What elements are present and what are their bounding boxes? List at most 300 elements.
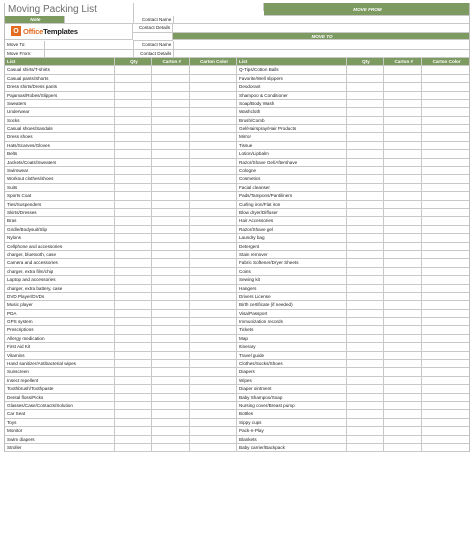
right-carton-color-cell[interactable] — [422, 192, 469, 200]
right-carton-color-cell[interactable] — [422, 276, 469, 284]
left-carton-color-cell[interactable] — [190, 167, 237, 175]
left-qty-cell[interactable] — [115, 436, 153, 444]
left-carton-color-cell[interactable] — [190, 150, 237, 158]
left-carton-color-cell[interactable] — [190, 427, 237, 435]
right-carton-no-cell[interactable] — [384, 234, 422, 242]
right-carton-no-cell[interactable] — [384, 402, 422, 410]
left-carton-color-cell[interactable] — [190, 310, 237, 318]
right-carton-no-cell[interactable] — [384, 326, 422, 334]
right-qty-cell[interactable] — [347, 427, 385, 435]
left-carton-color-cell[interactable] — [190, 326, 237, 334]
right-carton-no-cell[interactable] — [384, 268, 422, 276]
right-carton-color-cell[interactable] — [422, 444, 469, 452]
left-qty-cell[interactable] — [115, 394, 153, 402]
right-qty-cell[interactable] — [347, 410, 385, 418]
left-qty-cell[interactable] — [115, 335, 153, 343]
right-carton-color-cell[interactable] — [422, 427, 469, 435]
left-qty-cell[interactable] — [115, 209, 153, 217]
left-qty-cell[interactable] — [115, 175, 153, 183]
right-carton-no-cell[interactable] — [384, 293, 422, 301]
left-qty-cell[interactable] — [115, 402, 153, 410]
right-carton-no-cell[interactable] — [384, 66, 422, 74]
right-qty-cell[interactable] — [347, 310, 385, 318]
right-carton-no-cell[interactable] — [384, 444, 422, 452]
right-qty-cell[interactable] — [347, 293, 385, 301]
right-qty-cell[interactable] — [347, 75, 385, 83]
right-carton-no-cell[interactable] — [384, 108, 422, 116]
left-carton-color-cell[interactable] — [190, 352, 237, 360]
right-carton-color-cell[interactable] — [422, 335, 469, 343]
left-list-header: List — [5, 58, 115, 66]
left-qty-cell[interactable] — [115, 192, 153, 200]
right-carton-color-cell[interactable] — [422, 125, 469, 133]
left-carton-color-cell[interactable] — [190, 108, 237, 116]
right-carton-no-cell[interactable] — [384, 217, 422, 225]
right-carton-no-cell[interactable] — [384, 100, 422, 108]
left-qty-cell[interactable] — [115, 108, 153, 116]
right-carton-no-cell[interactable] — [384, 368, 422, 376]
right-qty-cell[interactable] — [347, 100, 385, 108]
left-carton-color-cell[interactable] — [190, 436, 237, 444]
left-carton-no-cell[interactable] — [152, 159, 190, 167]
from-contact-details-field[interactable] — [173, 24, 469, 32]
left-carton-color-cell[interactable] — [190, 343, 237, 351]
left-carton-color-cell[interactable] — [190, 360, 237, 368]
right-carton-color-cell[interactable] — [422, 301, 469, 309]
right-carton-color-cell[interactable] — [422, 285, 469, 293]
left-qty-cell[interactable] — [115, 125, 153, 133]
left-carton-color-cell[interactable] — [190, 276, 237, 284]
right-carton-color-cell[interactable] — [422, 259, 469, 267]
right-qty-cell[interactable] — [347, 108, 385, 116]
right-qty-cell[interactable] — [347, 217, 385, 225]
right-carton-no-cell[interactable] — [384, 251, 422, 259]
right-carton-color-cell[interactable] — [422, 133, 469, 141]
left-carton-color-cell[interactable] — [190, 385, 237, 393]
left-item-label: Car Seat — [5, 410, 115, 418]
left-carton-color-cell[interactable] — [190, 335, 237, 343]
left-carton-no-cell[interactable] — [152, 326, 190, 334]
left-qty-cell[interactable] — [115, 234, 153, 242]
right-qty-cell[interactable] — [347, 167, 385, 175]
right-carton-color-cell[interactable] — [422, 234, 469, 242]
left-carton-no-cell[interactable] — [152, 394, 190, 402]
left-carton-color-cell[interactable] — [190, 234, 237, 242]
left-carton-color-cell[interactable] — [190, 301, 237, 309]
left-qty-cell[interactable] — [115, 310, 153, 318]
right-carton-color-cell[interactable] — [422, 117, 469, 125]
left-carton-no-cell[interactable] — [152, 234, 190, 242]
right-qty-cell[interactable] — [347, 92, 385, 100]
left-carton-no-cell[interactable] — [152, 385, 190, 393]
left-qty-cell[interactable] — [115, 276, 153, 284]
right-carton-color-cell[interactable] — [422, 243, 469, 251]
left-carton-no-cell[interactable] — [152, 117, 190, 125]
right-carton-color-cell[interactable] — [422, 226, 469, 234]
left-carton-color-cell[interactable] — [190, 419, 237, 427]
left-qty-cell[interactable] — [115, 243, 153, 251]
right-qty-cell[interactable] — [347, 318, 385, 326]
right-carton-color-cell[interactable] — [422, 175, 469, 183]
right-carton-no-cell[interactable] — [384, 335, 422, 343]
right-carton-color-cell[interactable] — [422, 410, 469, 418]
left-qty-cell[interactable] — [115, 385, 153, 393]
left-qty-cell[interactable] — [115, 66, 153, 74]
left-carton-no-cell[interactable] — [152, 360, 190, 368]
left-carton-no-cell[interactable] — [152, 175, 190, 183]
left-carton-color-cell[interactable] — [190, 125, 237, 133]
left-carton-color-cell[interactable] — [190, 209, 237, 217]
right-qty-cell[interactable] — [347, 192, 385, 200]
right-carton-color-cell[interactable] — [422, 108, 469, 116]
left-carton-no-cell[interactable] — [152, 108, 190, 116]
left-carton-color-cell[interactable] — [190, 201, 237, 209]
left-item-label: Skirts/Dresses — [5, 209, 115, 217]
right-qty-cell[interactable] — [347, 184, 385, 192]
table-row — [4, 268, 470, 276]
left-carton-color-cell[interactable] — [190, 83, 237, 91]
right-carton-color-cell[interactable] — [422, 293, 469, 301]
right-qty-cell[interactable] — [347, 251, 385, 259]
right-carton-no-cell[interactable] — [384, 117, 422, 125]
left-carton-no-cell[interactable] — [152, 167, 190, 175]
table-row — [4, 251, 470, 259]
left-item-label: GPS system — [5, 318, 115, 326]
left-carton-no-cell[interactable] — [152, 427, 190, 435]
left-carton-color-cell[interactable] — [190, 92, 237, 100]
left-qty-cell[interactable] — [115, 217, 153, 225]
left-carton-no-cell[interactable] — [152, 377, 190, 385]
left-carton-no-cell[interactable] — [152, 402, 190, 410]
left-carton-no-cell[interactable] — [152, 410, 190, 418]
right-carton-no-cell[interactable] — [384, 377, 422, 385]
left-item-label: Camera and accessories — [5, 259, 115, 267]
left-carton-no-cell[interactable] — [152, 92, 190, 100]
left-qty-cell[interactable] — [115, 419, 153, 427]
left-qty-cell[interactable] — [115, 117, 153, 125]
right-carton-no-cell[interactable] — [384, 343, 422, 351]
left-qty-cell[interactable] — [115, 326, 153, 334]
left-carton-color-cell[interactable] — [190, 100, 237, 108]
left-carton-color-cell[interactable] — [190, 318, 237, 326]
left-carton-no-cell[interactable] — [152, 75, 190, 83]
right-carton-color-cell[interactable] — [422, 360, 469, 368]
left-qty-cell[interactable] — [115, 293, 153, 301]
left-qty-cell[interactable] — [115, 410, 153, 418]
right-carton-color-cell[interactable] — [422, 385, 469, 393]
right-carton-no-cell[interactable] — [384, 133, 422, 141]
right-carton-no-cell[interactable] — [384, 436, 422, 444]
right-carton-no-cell[interactable] — [384, 310, 422, 318]
from-contact-name-field[interactable] — [174, 16, 469, 24]
right-qty-cell[interactable] — [347, 226, 385, 234]
right-carton-color-cell[interactable] — [422, 352, 469, 360]
right-qty-cell[interactable] — [347, 377, 385, 385]
left-carton-color-cell[interactable] — [190, 142, 237, 150]
left-qty-cell[interactable] — [115, 301, 153, 309]
right-qty-cell[interactable] — [347, 83, 385, 91]
right-qty-cell[interactable] — [347, 142, 385, 150]
left-item-label: Jackets/Coats/Sweaters — [5, 159, 115, 167]
left-qty-cell[interactable] — [115, 226, 153, 234]
left-carton-color-cell[interactable] — [190, 226, 237, 234]
right-carton-no-cell[interactable] — [384, 159, 422, 167]
left-carton-no-cell[interactable] — [152, 276, 190, 284]
right-carton-color-cell[interactable] — [422, 66, 469, 74]
left-qty-cell[interactable] — [115, 100, 153, 108]
right-carton-color-cell[interactable] — [422, 318, 469, 326]
left-qty-cell[interactable] — [115, 343, 153, 351]
left-carton-color-cell[interactable] — [190, 293, 237, 301]
right-carton-color-cell[interactable] — [422, 159, 469, 167]
right-carton-color-cell[interactable] — [422, 142, 469, 150]
left-carton-no-cell[interactable] — [152, 100, 190, 108]
right-qty-cell[interactable] — [347, 117, 385, 125]
right-carton-color-cell[interactable] — [422, 100, 469, 108]
left-carton-color-cell[interactable] — [190, 117, 237, 125]
right-qty-cell[interactable] — [347, 419, 385, 427]
right-qty-cell[interactable] — [347, 301, 385, 309]
left-carton-no-cell[interactable] — [152, 268, 190, 276]
left-carton-color-cell[interactable] — [190, 377, 237, 385]
right-qty-cell[interactable] — [347, 268, 385, 276]
left-carton-color-cell[interactable] — [190, 192, 237, 200]
right-carton-no-cell[interactable] — [384, 243, 422, 251]
right-carton-color-cell[interactable] — [422, 436, 469, 444]
right-carton-color-cell[interactable] — [422, 209, 469, 217]
logo-suffix: Templates — [43, 26, 78, 36]
right-carton-color-cell[interactable] — [422, 326, 469, 334]
left-carton-no-cell[interactable] — [152, 293, 190, 301]
left-carton-no-cell[interactable] — [152, 66, 190, 74]
right-carton-no-cell[interactable] — [384, 352, 422, 360]
left-carton-no-cell[interactable] — [152, 436, 190, 444]
left-qty-cell[interactable] — [115, 133, 153, 141]
right-qty-cell[interactable] — [347, 335, 385, 343]
right-carton-color-cell[interactable] — [422, 75, 469, 83]
table-row — [4, 142, 470, 150]
left-qty-cell[interactable] — [115, 352, 153, 360]
left-carton-color-cell[interactable] — [190, 243, 237, 251]
left-qty-cell[interactable] — [115, 167, 153, 175]
right-carton-no-cell[interactable] — [384, 83, 422, 91]
right-qty-cell[interactable] — [347, 259, 385, 267]
right-carton-no-cell[interactable] — [384, 276, 422, 284]
right-qty-cell[interactable] — [347, 125, 385, 133]
left-qty-cell[interactable] — [115, 75, 153, 83]
right-carton-color-cell[interactable] — [422, 92, 469, 100]
right-carton-color-cell[interactable] — [422, 217, 469, 225]
left-carton-color-cell[interactable] — [190, 66, 237, 74]
move-from-field[interactable] — [45, 50, 135, 58]
right-carton-no-cell[interactable] — [384, 175, 422, 183]
right-carton-no-cell[interactable] — [384, 419, 422, 427]
right-carton-no-cell[interactable] — [384, 385, 422, 393]
right-carton-color-cell[interactable] — [422, 310, 469, 318]
left-qty-cell[interactable] — [115, 368, 153, 376]
right-carton-no-cell[interactable] — [384, 184, 422, 192]
left-carton-color-cell[interactable] — [190, 184, 237, 192]
right-carton-color-cell[interactable] — [422, 368, 469, 376]
left-carton-color-cell[interactable] — [190, 402, 237, 410]
right-qty-cell[interactable] — [347, 150, 385, 158]
left-qty-cell[interactable] — [115, 184, 153, 192]
left-carton-no-cell[interactable] — [152, 150, 190, 158]
right-carton-color-cell[interactable] — [422, 184, 469, 192]
right-carton-no-cell[interactable] — [384, 360, 422, 368]
left-qty-cell[interactable] — [115, 427, 153, 435]
right-carton-no-cell[interactable] — [384, 150, 422, 158]
right-qty-cell[interactable] — [347, 234, 385, 242]
left-carton-no-cell[interactable] — [152, 217, 190, 225]
left-qty-cell[interactable] — [115, 360, 153, 368]
left-carton-no-cell[interactable] — [152, 243, 190, 251]
left-carton-color-cell[interactable] — [190, 368, 237, 376]
left-item-label: Glasses/Case/Contacts/Solution — [5, 402, 115, 410]
right-carton-no-cell[interactable] — [384, 75, 422, 83]
left-item-label: Hand sanitizer/Antibacterial wipes — [5, 360, 115, 368]
left-carton-color-cell[interactable] — [190, 394, 237, 402]
left-carton-color-cell[interactable] — [190, 175, 237, 183]
left-carton-color-cell[interactable] — [190, 285, 237, 293]
right-qty-cell[interactable] — [347, 343, 385, 351]
right-carton-no-cell[interactable] — [384, 318, 422, 326]
right-qty-cell[interactable] — [347, 243, 385, 251]
right-item-label: Wipes — [237, 377, 347, 385]
to-contact-details-field[interactable] — [174, 50, 469, 58]
table-row — [4, 83, 470, 91]
left-carton-color-cell[interactable] — [190, 217, 237, 225]
right-carton-no-cell[interactable] — [384, 209, 422, 217]
left-qty-cell[interactable] — [115, 159, 153, 167]
right-carton-no-cell[interactable] — [384, 259, 422, 267]
left-carton-color-cell[interactable] — [190, 259, 237, 267]
right-qty-cell[interactable] — [347, 175, 385, 183]
left-carton-no-cell[interactable] — [152, 201, 190, 209]
right-carton-no-cell[interactable] — [384, 410, 422, 418]
right-carton-no-cell[interactable] — [384, 142, 422, 150]
left-qty-cell[interactable] — [115, 444, 153, 452]
left-carton-no-cell[interactable] — [152, 209, 190, 217]
right-qty-cell[interactable] — [347, 326, 385, 334]
right-qty-cell[interactable] — [347, 66, 385, 74]
left-carton-no-cell[interactable] — [152, 335, 190, 343]
left-carton-no-cell[interactable] — [152, 419, 190, 427]
right-carton-no-cell[interactable] — [384, 201, 422, 209]
right-carton-color-cell[interactable] — [422, 419, 469, 427]
right-carton-color-cell[interactable] — [422, 167, 469, 175]
left-qty-cell[interactable] — [115, 318, 153, 326]
right-carton-no-cell[interactable] — [384, 192, 422, 200]
left-qty-cell[interactable] — [115, 259, 153, 267]
right-qty-cell[interactable] — [347, 394, 385, 402]
right-carton-color-cell[interactable] — [422, 83, 469, 91]
left-carton-color-cell[interactable] — [190, 75, 237, 83]
right-qty-cell[interactable] — [347, 360, 385, 368]
right-qty-cell[interactable] — [347, 368, 385, 376]
right-carton-no-cell[interactable] — [384, 226, 422, 234]
right-carton-no-cell[interactable] — [384, 92, 422, 100]
right-carton-no-cell[interactable] — [384, 427, 422, 435]
left-carton-no-cell[interactable] — [152, 259, 190, 267]
right-carton-no-cell[interactable] — [384, 125, 422, 133]
left-carton-no-cell[interactable] — [152, 352, 190, 360]
right-carton-color-cell[interactable] — [422, 201, 469, 209]
right-carton-no-cell[interactable] — [384, 167, 422, 175]
left-carton-no-cell[interactable] — [152, 368, 190, 376]
right-carton-no-cell[interactable] — [384, 394, 422, 402]
left-carton-no-cell[interactable] — [152, 192, 190, 200]
left-carton-color-header: Carton Color — [190, 58, 237, 66]
note-field[interactable] — [65, 16, 135, 24]
note-row — [4, 16, 470, 24]
left-carton-color-cell[interactable] — [190, 410, 237, 418]
left-qty-cell[interactable] — [115, 150, 153, 158]
right-carton-color-cell[interactable] — [422, 402, 469, 410]
right-carton-color-cell[interactable] — [422, 377, 469, 385]
left-carton-no-cell[interactable] — [152, 343, 190, 351]
left-carton-color-cell[interactable] — [190, 133, 237, 141]
left-carton-no-cell[interactable] — [152, 125, 190, 133]
left-carton-no-cell[interactable] — [152, 142, 190, 150]
left-carton-color-cell[interactable] — [190, 444, 237, 452]
right-qty-cell[interactable] — [347, 201, 385, 209]
to-contact-name-field[interactable] — [174, 41, 469, 49]
right-qty-cell[interactable] — [347, 436, 385, 444]
left-qty-cell[interactable] — [115, 201, 153, 209]
right-carton-color-cell[interactable] — [422, 251, 469, 259]
left-qty-cell[interactable] — [115, 377, 153, 385]
right-qty-cell[interactable] — [347, 133, 385, 141]
right-carton-color-cell[interactable] — [422, 150, 469, 158]
right-qty-cell[interactable] — [347, 444, 385, 452]
right-carton-no-cell[interactable] — [384, 285, 422, 293]
left-carton-color-cell[interactable] — [190, 159, 237, 167]
right-carton-color-cell[interactable] — [422, 268, 469, 276]
right-carton-no-cell[interactable] — [384, 301, 422, 309]
left-carton-no-cell[interactable] — [152, 285, 190, 293]
right-qty-cell[interactable] — [347, 276, 385, 284]
left-carton-no-cell[interactable] — [152, 184, 190, 192]
right-qty-cell[interactable] — [347, 159, 385, 167]
move-to-header: MOVE TO — [173, 33, 469, 41]
left-carton-no-cell[interactable] — [152, 251, 190, 259]
right-qty-cell[interactable] — [347, 385, 385, 393]
left-qty-cell[interactable] — [115, 83, 153, 91]
left-qty-cell[interactable] — [115, 268, 153, 276]
left-carton-no-cell[interactable] — [152, 133, 190, 141]
left-carton-no-cell[interactable] — [152, 318, 190, 326]
right-qty-cell[interactable] — [347, 352, 385, 360]
left-carton-no-cell[interactable] — [152, 83, 190, 91]
right-qty-cell[interactable] — [347, 402, 385, 410]
right-carton-color-cell[interactable] — [422, 343, 469, 351]
left-qty-cell[interactable] — [115, 285, 153, 293]
right-carton-color-cell[interactable] — [422, 394, 469, 402]
left-carton-no-cell[interactable] — [152, 301, 190, 309]
left-qty-cell[interactable] — [115, 92, 153, 100]
left-carton-color-cell[interactable] — [190, 268, 237, 276]
left-carton-no-cell[interactable] — [152, 226, 190, 234]
left-carton-color-cell[interactable] — [190, 251, 237, 259]
left-carton-no-cell[interactable] — [152, 444, 190, 452]
right-qty-cell[interactable] — [347, 285, 385, 293]
left-qty-cell[interactable] — [115, 142, 153, 150]
right-qty-cell[interactable] — [347, 209, 385, 217]
left-qty-cell[interactable] — [115, 251, 153, 259]
move-to-field[interactable] — [45, 41, 135, 49]
left-carton-no-cell[interactable] — [152, 310, 190, 318]
